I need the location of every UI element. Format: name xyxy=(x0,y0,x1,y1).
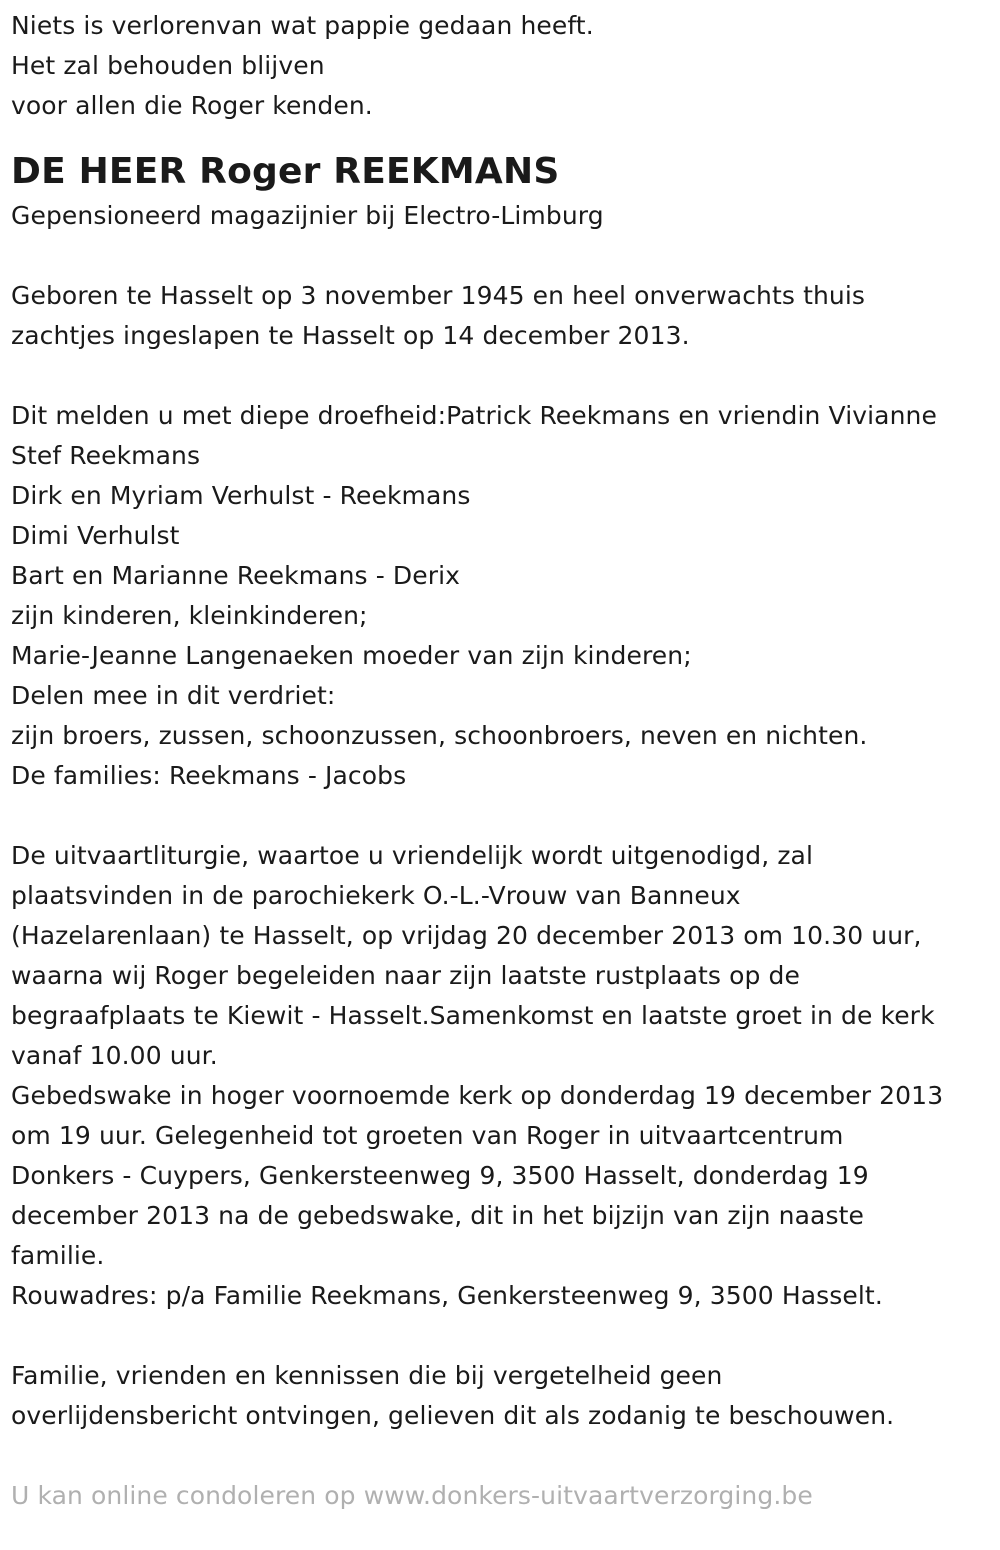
family-line: Dit melden u met diepe droefheid:Patrick Reekmans en vriendin Vivianne xyxy=(11,401,937,430)
notice-line: Familie, vrienden en kennissen die bij vergetelheid geen xyxy=(11,1361,723,1390)
ceremony-line: Donkers - Cuypers, Genkersteenweg 9, 3500 Hasselt, donderdag 19 xyxy=(11,1161,869,1190)
notice-text xyxy=(11,1356,991,1436)
ceremony-line: vanaf 10.00 uur. xyxy=(11,1041,218,1070)
memorial-quote xyxy=(11,6,991,126)
obituary-notice xyxy=(11,6,991,1516)
ceremony-details xyxy=(11,836,991,1316)
family-line: Dirk en Myriam Verhulst - Reekmans xyxy=(11,481,471,510)
family-line: Stef Reekmans xyxy=(11,441,201,470)
family-line: Marie-Jeanne Langenaeken moeder van zijn kinderen; xyxy=(11,641,692,670)
ceremony-line: Rouwadres: p/a Familie Reekmans, Genkersteenweg 9, 3500 Hasselt. xyxy=(11,1281,883,1310)
family-line: Dimi Verhulst xyxy=(11,521,180,550)
family-line: Bart en Marianne Reekmans - Derix xyxy=(11,561,461,590)
quote-line: voor allen die Roger kenden. xyxy=(11,91,373,120)
ceremony-line: De uitvaartliturgie, waartoe u vriendelijk wordt uitgenodigd, zal xyxy=(11,841,814,870)
ceremony-line: waarna wij Roger begeleiden naar zijn laatste rustplaats op de xyxy=(11,961,800,990)
birth-death-info xyxy=(11,276,991,356)
family-line: De families: Reekmans - Jacobs xyxy=(11,761,407,790)
ceremony-line: om 19 uur. Gelegenheid tot groeten van Roger in uitvaartcentrum xyxy=(11,1121,844,1150)
birth-line: Geboren te Hasselt op 3 november 1945 en heel onverwachts thuis xyxy=(11,281,866,310)
family-line: zijn broers, zussen, schoonzussen, schoonbroers, neven en nichten. xyxy=(11,721,868,750)
occupation: Gepensioneerd magazijnier bij Electro-Limburg xyxy=(11,201,604,230)
quote-line: Niets is verlorenvan wat pappie gedaan heeft. xyxy=(11,11,594,40)
notice-line: overlijdensbericht ontvingen, gelieven dit als zodanig te beschouwen. xyxy=(11,1401,895,1430)
ceremony-line: familie. xyxy=(11,1241,105,1270)
ceremony-line: begraafplaats te Kiewit - Hasselt.Samenkomst en laatste groet in de kerk xyxy=(11,1001,935,1030)
ceremony-line: plaatsvinden in de parochiekerk O.-L.-Vrouw van Banneux xyxy=(11,881,741,910)
quote-line: Het zal behouden blijven xyxy=(11,51,325,80)
online-condolence: U kan online condoleren op www.donkers-uitvaartverzorging.be xyxy=(11,1481,813,1510)
family-line: Delen mee in dit verdriet: xyxy=(11,681,336,710)
ceremony-line: Gebedswake in hoger voornoemde kerk op donderdag 19 december 2013 xyxy=(11,1081,944,1110)
ceremony-line: december 2013 na de gebedswake, dit in het bijzijn van zijn naaste xyxy=(11,1201,864,1230)
birth-line: zachtjes ingeslapen te Hasselt op 14 december 2013. xyxy=(11,321,690,350)
deceased-name: DE HEER Roger REEKMANS xyxy=(11,151,560,192)
ceremony-line: (Hazelarenlaan) te Hasselt, op vrijdag 20 december 2013 om 10.30 uur, xyxy=(11,921,922,950)
family-line: zijn kinderen, kleinkinderen; xyxy=(11,601,368,630)
family-list xyxy=(11,396,991,796)
